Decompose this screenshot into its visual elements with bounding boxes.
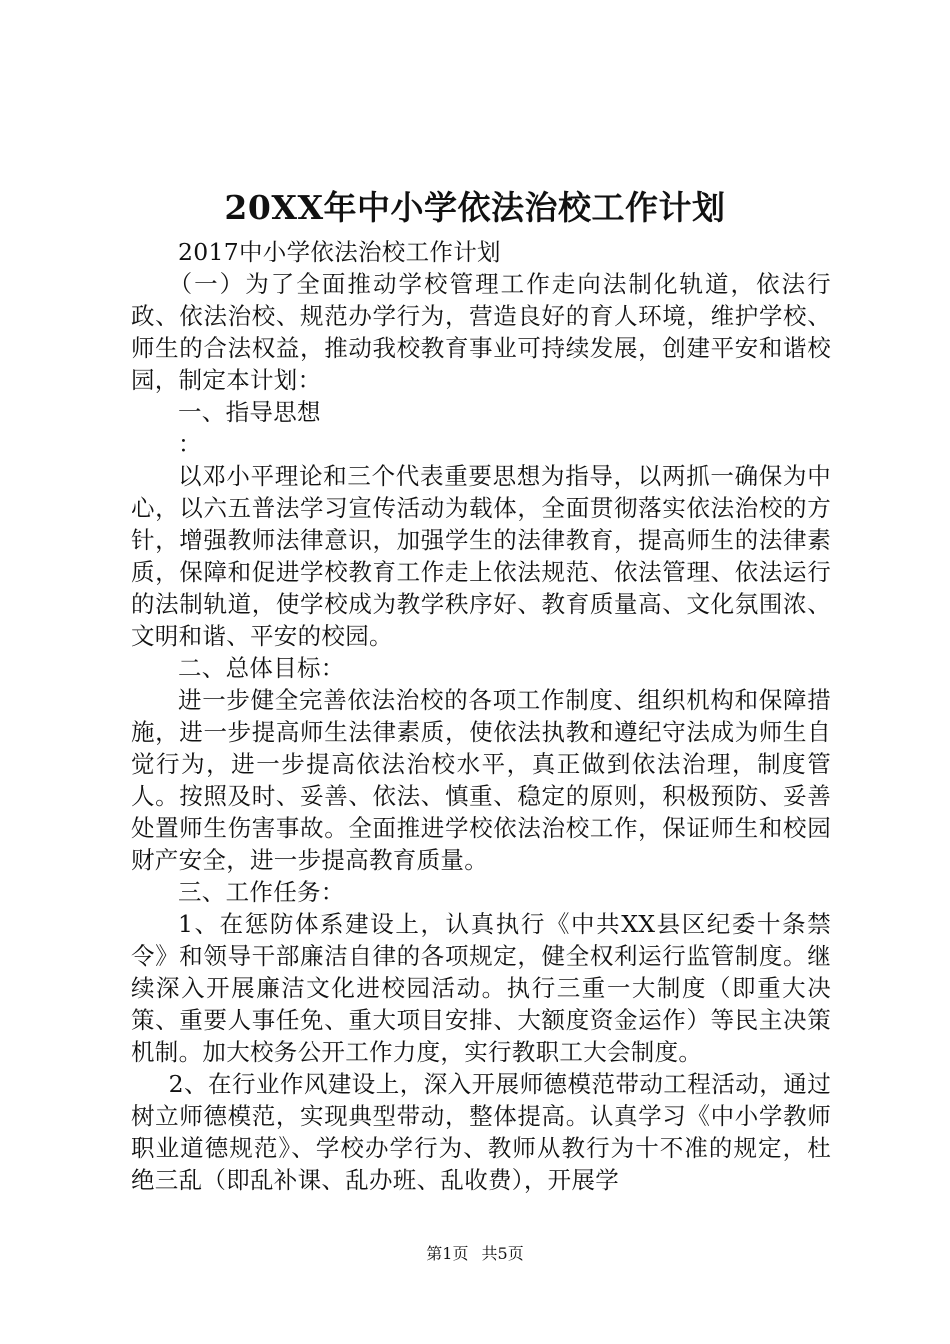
paragraph-task-1: 1、在惩防体系建设上，认真执行《中共XX县区纪委十条禁令》和领导干部廉洁自律的各项规定，健全权利运行监管制度。继续深入开展廉洁文化进校园活动。执行三重一大制度（即重大决策、重要人事任免、重大项目安排、大额度资金运作）等民主决策机制。加大校务公开工作力度，实行教职工大会制度。 [131, 910, 831, 1066]
document-body [131, 236, 831, 1196]
page-total: 共5页 [481, 1244, 524, 1263]
paragraph-colon: ： [178, 430, 202, 458]
paragraph-task-2: 2、在行业作风建设上，深入开展师德模范带动工程活动，通过树立师德模范，实现典型带动，整体提高。认真学习《中小学教师职业道德规范》、学校办学行为、教师从教行为十不准的规定，杜绝三乱（即乱补课、乱办班、乱收费），开展学 [131, 1070, 831, 1194]
paragraph-guiding-thought: 以邓小平理论和三个代表重要思想为指导，以两抓一确保为中心，以六五普法学习宣传活动为载体，全面贯彻落实依法治校的方针，增强教师法律意识，加强学生的法律教育，提高师生的法律素质，保障和促进学校教育工作走上依法规范、依法管理、依法运行的法制轨道，使学校成为教学秩序好、教育质量高、文化氛围浓、文明和谐、平安的校园。 [131, 462, 831, 650]
section-heading-tasks: 三、工作任务： [178, 878, 345, 906]
section-heading-overall-goal: 二、总体目标： [178, 654, 345, 682]
page-footer [0, 1244, 950, 1264]
page-number: 第1页 [426, 1244, 469, 1263]
paragraph-intro: （一）为了全面推动学校管理工作走向法制化轨道，依法行政、依法治校、规范办学行为，营造良好的育人环境，维护学校、师生的合法权益，推动我校教育事业可持续发展，创建平安和谐校园，制定本计划： [131, 270, 831, 394]
document-title: 20XX年中小学依法治校工作计划 [224, 188, 726, 227]
section-heading-guiding-thought: 一、指导思想 [178, 398, 321, 426]
paragraph-subtitle: 2017中小学依法治校工作计划 [178, 238, 501, 266]
paragraph-overall-goal: 进一步健全完善依法治校的各项工作制度、组织机构和保障措施，进一步提高师生法律素质，使依法执教和遵纪守法成为师生自觉行为，进一步提高依法治校水平，真正做到依法治理，制度管人。按照及时、妥善、依法、慎重、稳定的原则，积极预防、妥善处置师生伤害事故。全面推进学校依法治校工作，保证师生和校园财产安全，进一步提高教育质量。 [131, 686, 831, 874]
